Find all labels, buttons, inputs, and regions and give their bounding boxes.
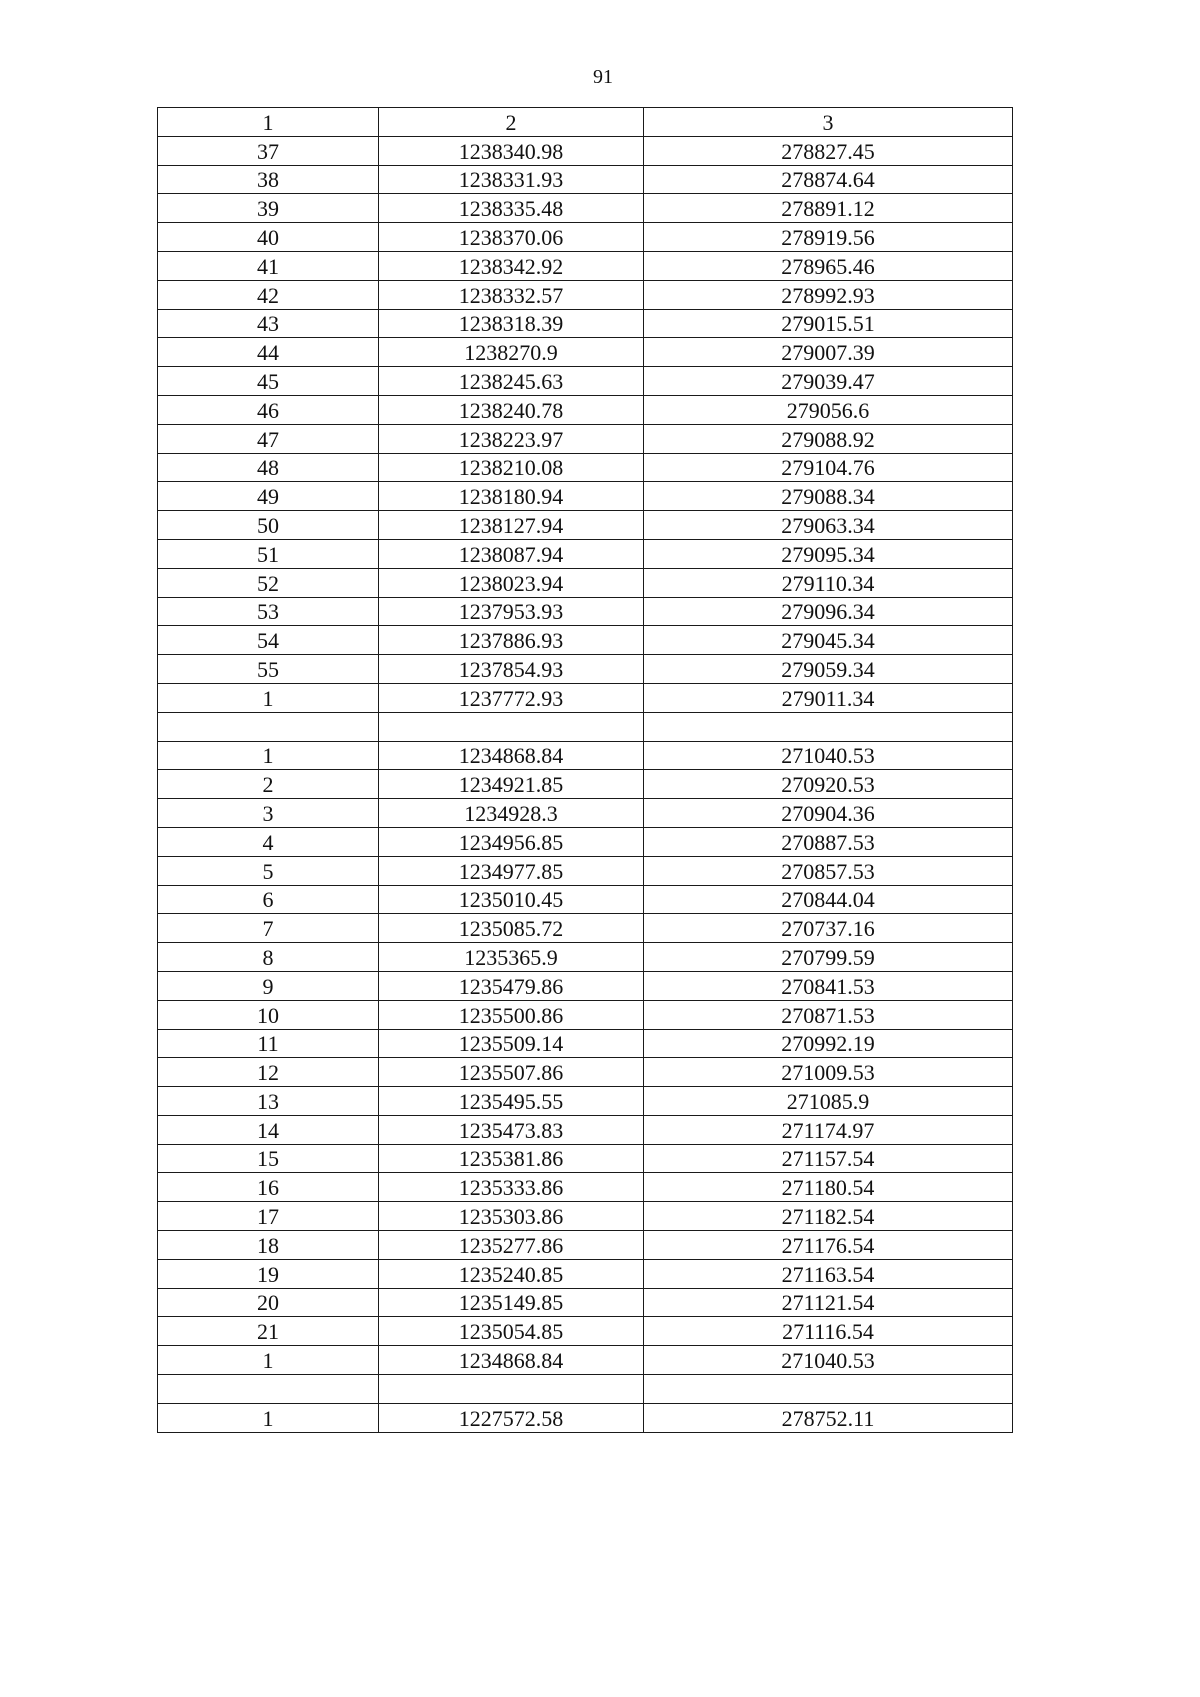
point-number-cell: 11 bbox=[158, 1029, 379, 1058]
x-coordinate-cell: 1237886.93 bbox=[379, 626, 644, 655]
x-coordinate-cell: 1238087.94 bbox=[379, 539, 644, 568]
point-number-cell: 16 bbox=[158, 1173, 379, 1202]
point-number-cell: 1 bbox=[158, 1346, 379, 1375]
point-number-cell: 21 bbox=[158, 1317, 379, 1346]
point-number-cell: 6 bbox=[158, 885, 379, 914]
table-row bbox=[158, 453, 1013, 482]
point-number-cell bbox=[158, 1375, 379, 1404]
point-number-cell bbox=[158, 712, 379, 741]
point-number-cell: 37 bbox=[158, 136, 379, 165]
x-coordinate-cell: 1234956.85 bbox=[379, 827, 644, 856]
x-coordinate-cell: 1238331.93 bbox=[379, 165, 644, 194]
x-coordinate-cell: 1238210.08 bbox=[379, 453, 644, 482]
table-row bbox=[158, 1231, 1013, 1260]
table-row bbox=[158, 971, 1013, 1000]
y-coordinate-cell: 271176.54 bbox=[644, 1231, 1013, 1260]
x-coordinate-cell: 1235509.14 bbox=[379, 1029, 644, 1058]
point-number-cell: 48 bbox=[158, 453, 379, 482]
x-coordinate-cell: 1237772.93 bbox=[379, 683, 644, 712]
x-coordinate-cell: 1235365.9 bbox=[379, 943, 644, 972]
point-number-cell: 1 bbox=[158, 1403, 379, 1432]
point-number-cell: 41 bbox=[158, 251, 379, 280]
table-row bbox=[158, 223, 1013, 252]
x-coordinate-cell: 1238340.98 bbox=[379, 136, 644, 165]
x-coordinate-cell: 1238240.78 bbox=[379, 395, 644, 424]
table-row bbox=[158, 597, 1013, 626]
coordinate-table bbox=[157, 107, 1013, 1433]
point-number-cell: 5 bbox=[158, 856, 379, 885]
table-row bbox=[158, 1317, 1013, 1346]
x-coordinate-cell: 1227572.58 bbox=[379, 1403, 644, 1432]
x-coordinate-cell: 1235495.55 bbox=[379, 1087, 644, 1116]
x-coordinate-cell: 1235500.86 bbox=[379, 1000, 644, 1029]
table-row bbox=[158, 1403, 1013, 1432]
point-number-cell: 15 bbox=[158, 1144, 379, 1173]
table-row bbox=[158, 1259, 1013, 1288]
x-coordinate-cell: 1238180.94 bbox=[379, 482, 644, 511]
y-coordinate-cell: 278992.93 bbox=[644, 280, 1013, 309]
y-coordinate-cell: 271174.97 bbox=[644, 1115, 1013, 1144]
y-coordinate-cell: 271180.54 bbox=[644, 1173, 1013, 1202]
table-row bbox=[158, 1058, 1013, 1087]
y-coordinate-cell: 279059.34 bbox=[644, 655, 1013, 684]
x-coordinate-cell: 1235085.72 bbox=[379, 914, 644, 943]
point-number-cell: 53 bbox=[158, 597, 379, 626]
table-row bbox=[158, 251, 1013, 280]
x-coordinate-cell: 1234977.85 bbox=[379, 856, 644, 885]
table-row bbox=[158, 1115, 1013, 1144]
point-number-cell: 44 bbox=[158, 338, 379, 367]
point-number-cell: 52 bbox=[158, 568, 379, 597]
point-number-cell: 19 bbox=[158, 1259, 379, 1288]
table-row bbox=[158, 511, 1013, 540]
point-number-cell: 9 bbox=[158, 971, 379, 1000]
y-coordinate-cell: 271040.53 bbox=[644, 741, 1013, 770]
point-number-cell: 51 bbox=[158, 539, 379, 568]
y-coordinate-cell: 271085.9 bbox=[644, 1087, 1013, 1116]
x-coordinate-cell bbox=[379, 712, 644, 741]
y-coordinate-cell: 270841.53 bbox=[644, 971, 1013, 1000]
table-row bbox=[158, 1000, 1013, 1029]
y-coordinate-cell: 270871.53 bbox=[644, 1000, 1013, 1029]
y-coordinate-cell: 279096.34 bbox=[644, 597, 1013, 626]
y-coordinate-cell: 271163.54 bbox=[644, 1259, 1013, 1288]
x-coordinate-cell: 1238223.97 bbox=[379, 424, 644, 453]
table-header bbox=[158, 108, 1013, 137]
point-number-cell: 4 bbox=[158, 827, 379, 856]
point-number-cell: 12 bbox=[158, 1058, 379, 1087]
y-coordinate-cell: 279015.51 bbox=[644, 309, 1013, 338]
x-coordinate-cell: 1234921.85 bbox=[379, 770, 644, 799]
x-coordinate-cell: 1238332.57 bbox=[379, 280, 644, 309]
table-row bbox=[158, 424, 1013, 453]
y-coordinate-cell: 270920.53 bbox=[644, 770, 1013, 799]
x-coordinate-cell: 1238342.92 bbox=[379, 251, 644, 280]
y-coordinate-cell: 270737.16 bbox=[644, 914, 1013, 943]
x-coordinate-cell: 1235240.85 bbox=[379, 1259, 644, 1288]
y-coordinate-cell: 279045.34 bbox=[644, 626, 1013, 655]
x-coordinate-cell: 1235010.45 bbox=[379, 885, 644, 914]
table-row bbox=[158, 1346, 1013, 1375]
table-row bbox=[158, 827, 1013, 856]
y-coordinate-cell: 278965.46 bbox=[644, 251, 1013, 280]
x-coordinate-cell: 1235381.86 bbox=[379, 1144, 644, 1173]
table-row bbox=[158, 770, 1013, 799]
y-coordinate-cell bbox=[644, 1375, 1013, 1404]
y-coordinate-cell: 279056.6 bbox=[644, 395, 1013, 424]
table-row bbox=[158, 1029, 1013, 1058]
x-coordinate-cell: 1235473.83 bbox=[379, 1115, 644, 1144]
y-coordinate-cell: 279110.34 bbox=[644, 568, 1013, 597]
table-row bbox=[158, 943, 1013, 972]
y-coordinate-cell: 270904.36 bbox=[644, 799, 1013, 828]
page-number: 91 bbox=[593, 66, 613, 88]
point-number-cell: 40 bbox=[158, 223, 379, 252]
y-coordinate-cell: 271116.54 bbox=[644, 1317, 1013, 1346]
y-coordinate-cell: 271182.54 bbox=[644, 1202, 1013, 1231]
y-coordinate-cell: 278891.12 bbox=[644, 194, 1013, 223]
column-header-2: 2 bbox=[379, 108, 644, 137]
point-number-cell: 46 bbox=[158, 395, 379, 424]
column-header-1: 1 bbox=[158, 108, 379, 137]
table-row bbox=[158, 568, 1013, 597]
table-row bbox=[158, 165, 1013, 194]
x-coordinate-cell: 1235277.86 bbox=[379, 1231, 644, 1260]
point-number-cell: 54 bbox=[158, 626, 379, 655]
table-row bbox=[158, 1144, 1013, 1173]
table-row bbox=[158, 1087, 1013, 1116]
y-coordinate-cell: 271009.53 bbox=[644, 1058, 1013, 1087]
point-number-cell: 13 bbox=[158, 1087, 379, 1116]
x-coordinate-cell: 1238023.94 bbox=[379, 568, 644, 597]
y-coordinate-cell: 278752.11 bbox=[644, 1403, 1013, 1432]
x-coordinate-cell: 1237953.93 bbox=[379, 597, 644, 626]
y-coordinate-cell: 278827.45 bbox=[644, 136, 1013, 165]
x-coordinate-cell: 1235303.86 bbox=[379, 1202, 644, 1231]
point-number-cell: 7 bbox=[158, 914, 379, 943]
table-body bbox=[158, 136, 1013, 1432]
point-number-cell: 38 bbox=[158, 165, 379, 194]
y-coordinate-cell: 279007.39 bbox=[644, 338, 1013, 367]
y-coordinate-cell: 279011.34 bbox=[644, 683, 1013, 712]
table-row bbox=[158, 856, 1013, 885]
point-number-cell: 1 bbox=[158, 741, 379, 770]
x-coordinate-cell: 1235507.86 bbox=[379, 1058, 644, 1087]
table-row bbox=[158, 1173, 1013, 1202]
point-number-cell: 45 bbox=[158, 367, 379, 396]
y-coordinate-cell: 279095.34 bbox=[644, 539, 1013, 568]
table-row bbox=[158, 741, 1013, 770]
y-coordinate-cell: 279063.34 bbox=[644, 511, 1013, 540]
x-coordinate-cell: 1238370.06 bbox=[379, 223, 644, 252]
point-number-cell: 3 bbox=[158, 799, 379, 828]
y-coordinate-cell: 270857.53 bbox=[644, 856, 1013, 885]
point-number-cell: 47 bbox=[158, 424, 379, 453]
point-number-cell: 42 bbox=[158, 280, 379, 309]
y-coordinate-cell: 270887.53 bbox=[644, 827, 1013, 856]
x-coordinate-cell: 1234928.3 bbox=[379, 799, 644, 828]
y-coordinate-cell: 270844.04 bbox=[644, 885, 1013, 914]
x-coordinate-cell: 1234868.84 bbox=[379, 741, 644, 770]
y-coordinate-cell: 279104.76 bbox=[644, 453, 1013, 482]
point-number-cell: 10 bbox=[158, 1000, 379, 1029]
point-number-cell: 50 bbox=[158, 511, 379, 540]
y-coordinate-cell: 278919.56 bbox=[644, 223, 1013, 252]
table-row bbox=[158, 1288, 1013, 1317]
table-row bbox=[158, 136, 1013, 165]
point-number-cell: 39 bbox=[158, 194, 379, 223]
table-row bbox=[158, 280, 1013, 309]
y-coordinate-cell: 271157.54 bbox=[644, 1144, 1013, 1173]
y-coordinate-cell: 279088.92 bbox=[644, 424, 1013, 453]
point-number-cell: 49 bbox=[158, 482, 379, 511]
y-coordinate-cell: 271121.54 bbox=[644, 1288, 1013, 1317]
x-coordinate-cell: 1234868.84 bbox=[379, 1346, 644, 1375]
table-row bbox=[158, 367, 1013, 396]
table-row bbox=[158, 395, 1013, 424]
y-coordinate-cell: 270799.59 bbox=[644, 943, 1013, 972]
x-coordinate-cell: 1238127.94 bbox=[379, 511, 644, 540]
x-coordinate-cell: 1237854.93 bbox=[379, 655, 644, 684]
table-row bbox=[158, 309, 1013, 338]
x-coordinate-cell: 1238318.39 bbox=[379, 309, 644, 338]
table-row bbox=[158, 1375, 1013, 1404]
table-row bbox=[158, 914, 1013, 943]
table-row bbox=[158, 539, 1013, 568]
point-number-cell: 18 bbox=[158, 1231, 379, 1260]
point-number-cell: 55 bbox=[158, 655, 379, 684]
x-coordinate-cell: 1235149.85 bbox=[379, 1288, 644, 1317]
x-coordinate-cell bbox=[379, 1375, 644, 1404]
point-number-cell: 14 bbox=[158, 1115, 379, 1144]
header-row bbox=[158, 108, 1013, 137]
table-row bbox=[158, 885, 1013, 914]
point-number-cell: 2 bbox=[158, 770, 379, 799]
table-row bbox=[158, 482, 1013, 511]
table-row bbox=[158, 1202, 1013, 1231]
table-row bbox=[158, 626, 1013, 655]
y-coordinate-cell: 278874.64 bbox=[644, 165, 1013, 194]
x-coordinate-cell: 1238270.9 bbox=[379, 338, 644, 367]
x-coordinate-cell: 1235333.86 bbox=[379, 1173, 644, 1202]
table-row bbox=[158, 655, 1013, 684]
column-header-3: 3 bbox=[644, 108, 1013, 137]
table-row bbox=[158, 683, 1013, 712]
y-coordinate-cell: 279088.34 bbox=[644, 482, 1013, 511]
table-row bbox=[158, 194, 1013, 223]
point-number-cell: 8 bbox=[158, 943, 379, 972]
point-number-cell: 43 bbox=[158, 309, 379, 338]
y-coordinate-cell: 270992.19 bbox=[644, 1029, 1013, 1058]
y-coordinate-cell: 271040.53 bbox=[644, 1346, 1013, 1375]
point-number-cell: 20 bbox=[158, 1288, 379, 1317]
table-row bbox=[158, 799, 1013, 828]
x-coordinate-cell: 1238335.48 bbox=[379, 194, 644, 223]
y-coordinate-cell: 279039.47 bbox=[644, 367, 1013, 396]
y-coordinate-cell bbox=[644, 712, 1013, 741]
point-number-cell: 17 bbox=[158, 1202, 379, 1231]
x-coordinate-cell: 1238245.63 bbox=[379, 367, 644, 396]
table-row bbox=[158, 338, 1013, 367]
x-coordinate-cell: 1235479.86 bbox=[379, 971, 644, 1000]
x-coordinate-cell: 1235054.85 bbox=[379, 1317, 644, 1346]
point-number-cell: 1 bbox=[158, 683, 379, 712]
table-row bbox=[158, 712, 1013, 741]
